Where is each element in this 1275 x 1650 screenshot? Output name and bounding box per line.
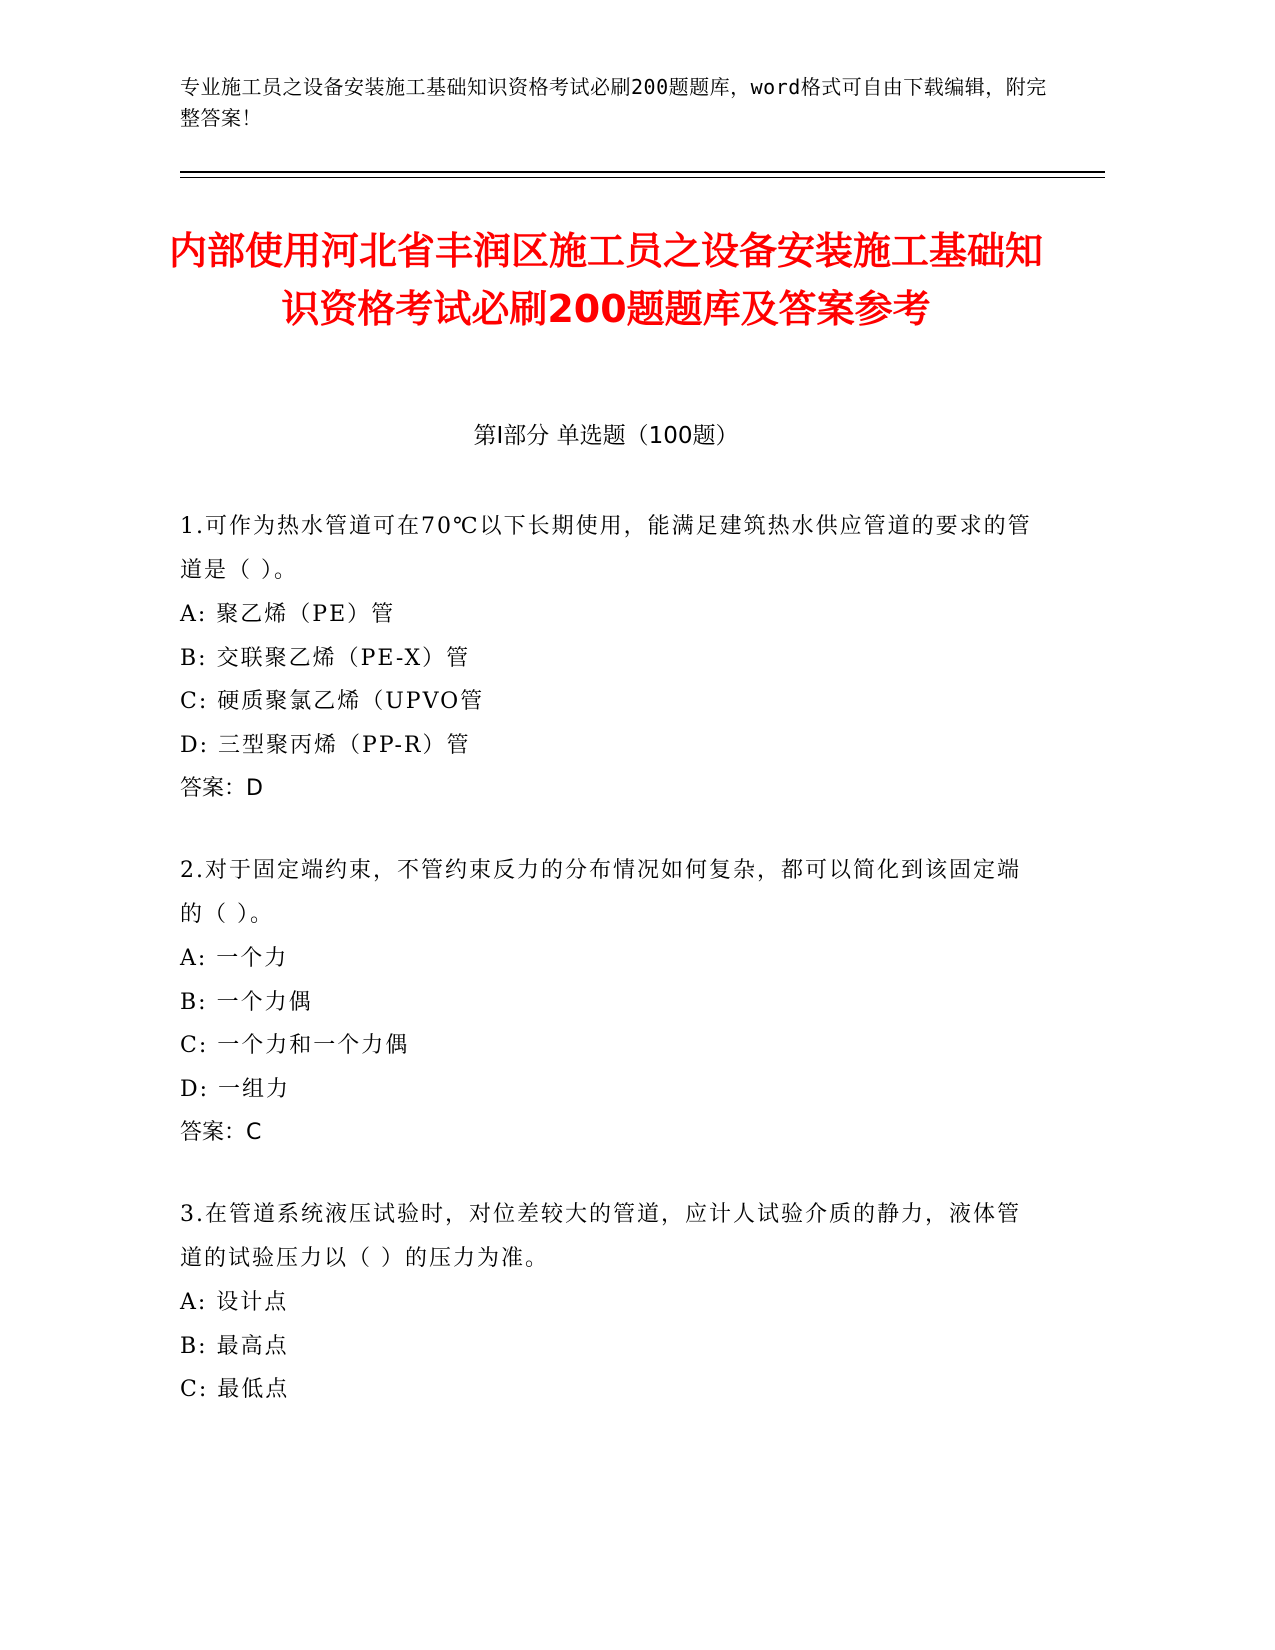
- option-a: A: 设计点: [180, 1290, 289, 1315]
- answer-text: 答案：C: [180, 1120, 262, 1145]
- header-divider-thin: [180, 177, 1105, 178]
- option-b: B: 一个力偶: [180, 989, 313, 1015]
- question-list: [180, 505, 1040, 1450]
- section-title: 第Ⅰ部分 单选题（100题）: [473, 423, 739, 449]
- question-3: [180, 1193, 1040, 1412]
- option-b: B: 最高点: [180, 1333, 289, 1359]
- question-2: [180, 849, 1040, 1155]
- question-stem: 3.在管道系统液压试验时，对位差较大的管道，应计人试验介质的静力，液体管道的试验压力以（ ）的压力为准。: [180, 1202, 1021, 1271]
- document-title: 内部使用河北省丰润区施工员之设备安装施工基础知识资格考试必刷200题题库及答案参考: [168, 229, 1043, 331]
- answer-text: 答案：D: [180, 776, 263, 801]
- header-note: 专业施工员之设备安装施工基础知识资格考试必刷200题题库，word格式可自由下载编辑，附完整答案！: [180, 75, 1047, 130]
- option-d: D: 一组力: [180, 1076, 291, 1102]
- option-a: A: 一个力: [180, 946, 289, 971]
- header-divider-thick: [180, 171, 1105, 173]
- option-c: C: 最低点: [180, 1377, 290, 1402]
- option-b: B: 交联聚乙烯（PE-X）管: [180, 645, 471, 671]
- question-1: [180, 505, 1040, 811]
- option-a: A: 聚乙烯（PE）管: [180, 602, 396, 627]
- option-c: C: 硬质聚氯乙烯（UPVO管: [180, 689, 485, 714]
- question-stem: 2.对于固定端约束，不管约束反力的分布情况如何复杂，都可以简化到该固定端的（ ）。: [180, 858, 1021, 927]
- option-c: C: 一个力和一个力偶: [180, 1033, 410, 1058]
- option-d: D: 三型聚丙烯（PP-R）管: [180, 732, 471, 758]
- question-stem: 1.可作为热水管道可在70℃以下长期使用，能满足建筑热水供应管道的要求的管道是（ ）。: [180, 514, 1032, 583]
